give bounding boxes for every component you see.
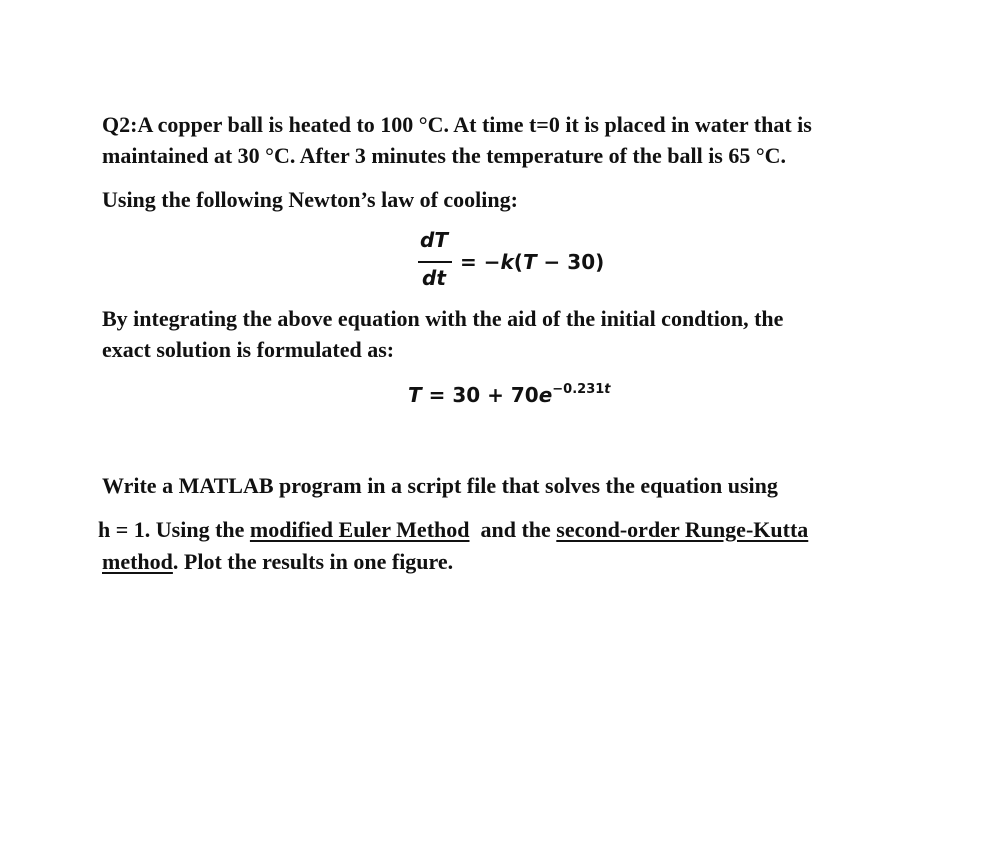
solution-exponent	[552, 382, 610, 397]
ode-rhs	[460, 250, 604, 274]
method-text: method	[102, 549, 173, 574]
solution-middle: = 30 + 70	[421, 383, 539, 407]
ode-equals-minus: = −	[460, 250, 501, 274]
question-line-1: Q2:A copper ball is heated to 100 °C. At time t=0 it is placed in water that is	[102, 112, 812, 137]
ode-rhs-rest: − 30)	[536, 250, 605, 274]
ode-T: T	[522, 250, 537, 274]
question-line-2: maintained at 30 °C. After 3 minutes the temperature of the ball is 65 °C.	[102, 143, 787, 168]
solution-lhs: T	[408, 383, 422, 407]
ode-fraction	[414, 228, 460, 294]
fraction-bar	[418, 261, 452, 263]
ode-numerator: dT	[420, 228, 448, 252]
task-line-2-prefix: h = 1. Using the	[98, 517, 250, 542]
runge-kutta-text: second-order Runge-Kutta	[556, 517, 809, 542]
task-line-2-middle: and the	[469, 517, 557, 542]
solution-base: e	[538, 383, 553, 407]
integration-line-2: exact solution is formulated as:	[102, 337, 395, 362]
exponent-number: −0.231	[552, 382, 605, 397]
task-line-3-rest: . Plot the results in one figure.	[172, 549, 454, 574]
modified-euler-method-text: modified Euler Method	[249, 517, 470, 542]
question-line-3: Using the following Newton’s law of cooling:	[102, 187, 518, 212]
task-line-2	[98, 515, 808, 545]
ode-k: k	[500, 250, 514, 274]
integration-line-1: By integrating the above equation with the aid of the initial condtion, the	[102, 306, 784, 331]
exponent-variable: t	[604, 382, 611, 397]
task-line-1: Write a MATLAB program in a script file that solves the equation using	[102, 473, 778, 498]
exact-solution	[408, 383, 611, 407]
ode-open-paren: (	[513, 250, 523, 274]
ode-denominator: dt	[422, 266, 446, 290]
task-line-3	[102, 547, 453, 577]
